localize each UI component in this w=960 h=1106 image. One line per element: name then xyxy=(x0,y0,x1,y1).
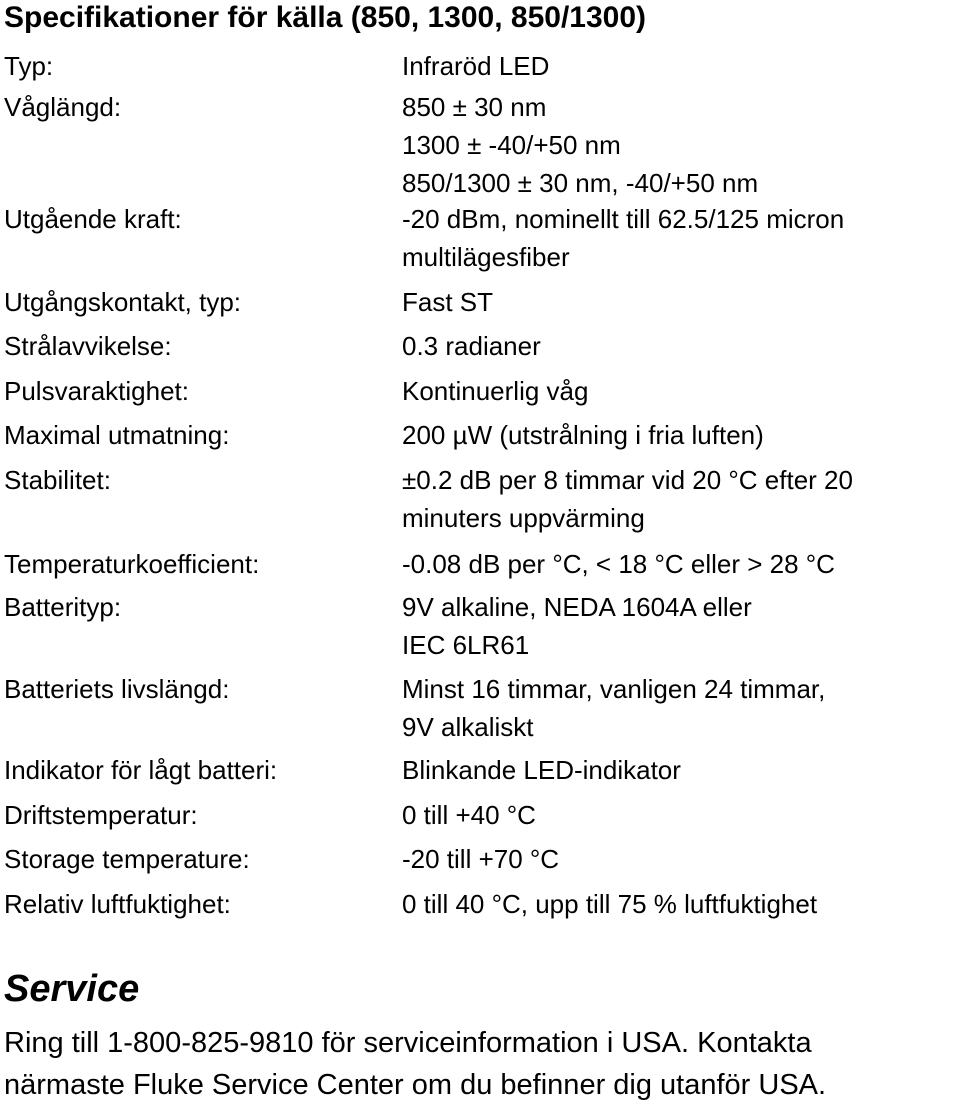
spec-value-line: 850/1300 ± 30 nm, -40/+50 nm xyxy=(402,168,759,198)
spec-label: Pulsvaraktighet: xyxy=(4,376,189,406)
spec-value xyxy=(402,885,817,923)
spec-value-line: Infraröd LED xyxy=(402,51,550,81)
spec-value xyxy=(402,840,559,878)
spec-value xyxy=(402,751,681,789)
spec-value xyxy=(402,283,493,321)
spec-value-line: Minst 16 timmar, vanligen 24 timmar, xyxy=(402,674,826,704)
spec-value-line: Fast ST xyxy=(402,287,494,317)
spec-value xyxy=(402,545,835,583)
spec-label: Maximal utmatning: xyxy=(4,420,230,450)
spec-value xyxy=(402,796,536,834)
service-line: närmaste Fluke Service Center om du befinner dig utanför USA. xyxy=(4,1069,827,1101)
spec-value xyxy=(402,670,825,746)
page-title: Specifikationer för källa (850, 1300, 850/1300) xyxy=(4,1,647,34)
spec-value xyxy=(402,372,588,410)
spec-label: Batteriets livslängd: xyxy=(4,674,230,704)
spec-value-line: 0 till 40 °C, upp till 75 % luftfuktighet xyxy=(402,889,818,919)
spec-value-line: 850 ± 30 nm xyxy=(402,92,547,122)
spec-value-line: minuters uppvärming xyxy=(402,503,645,533)
spec-label: Indikator för lågt batteri: xyxy=(4,755,278,785)
spec-value xyxy=(402,588,752,664)
spec-value xyxy=(402,200,844,276)
spec-value-line: 9V alkaliskt xyxy=(402,712,534,742)
spec-value-line: 0.3 radianer xyxy=(402,331,541,361)
spec-label: Stabilitet: xyxy=(4,465,111,495)
spec-label: Strålavvikelse: xyxy=(4,331,172,361)
spec-label: Utgångskontakt, typ: xyxy=(4,287,242,317)
spec-label: Storage temperature: xyxy=(4,844,250,874)
spec-value xyxy=(402,88,758,202)
spec-value xyxy=(402,47,549,85)
spec-value xyxy=(402,461,853,537)
service-line: Ring till 1-800-825-9810 för serviceinformation i USA. Kontakta xyxy=(4,1027,812,1059)
service-paragraph xyxy=(4,1022,954,1106)
spec-value-line: 0 till +40 °C xyxy=(402,800,536,830)
spec-value-line: -20 dBm, nominellt till 62.5/125 micron xyxy=(402,204,845,234)
spec-value xyxy=(402,327,541,365)
spec-label: Typ: xyxy=(4,51,54,81)
spec-value-line: -20 till +70 °C xyxy=(402,844,560,874)
spec-label: Driftstemperatur: xyxy=(4,800,198,830)
spec-label: Våglängd: xyxy=(4,92,122,122)
spec-label: Batterityp: xyxy=(4,592,122,622)
spec-value-line: 1300 ± -40/+50 nm xyxy=(402,130,621,160)
spec-value xyxy=(402,416,764,454)
spec-value-line: Kontinuerlig våg xyxy=(402,376,589,406)
spec-label: Temperaturkoefficient: xyxy=(4,549,260,579)
spec-value-line: 9V alkaline, NEDA 1604A eller xyxy=(402,592,752,622)
spec-value-line: 200 µW (utstrålning i fria luften) xyxy=(402,420,764,450)
spec-value-line: -0.08 dB per °C, < 18 °C eller > 28 °C xyxy=(402,549,835,579)
spec-value-line: Blinkande LED-indikator xyxy=(402,755,681,785)
spec-label: Relativ luftfuktighet: xyxy=(4,889,231,919)
service-heading: Service xyxy=(4,968,140,1010)
spec-value-line: multilägesfiber xyxy=(402,242,570,272)
spec-label: Utgående kraft: xyxy=(4,204,182,234)
spec-value-line: ±0.2 dB per 8 timmar vid 20 °C efter 20 xyxy=(402,465,853,495)
spec-value-line: IEC 6LR61 xyxy=(402,630,530,660)
